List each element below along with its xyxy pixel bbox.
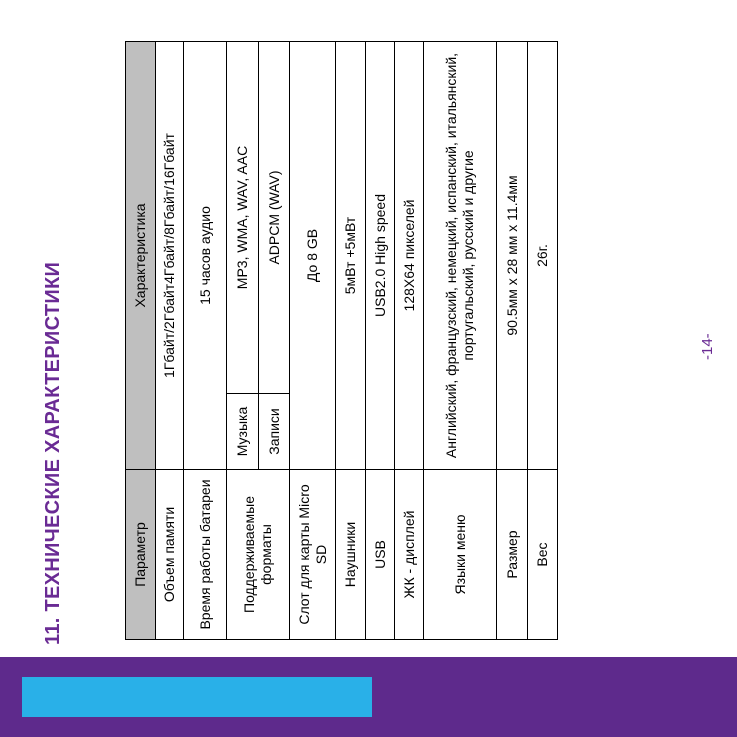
lcd-value: 128X64 пикселей — [395, 41, 424, 469]
table-row — [336, 41, 366, 639]
table-row — [290, 41, 336, 639]
footer-band — [0, 657, 737, 737]
weight-label: Вес — [528, 470, 558, 640]
page-number: -14- — [699, 333, 716, 360]
record-value: ADPCM (WAV) — [259, 41, 290, 393]
memory-label: Объем памяти — [156, 470, 184, 640]
battery-value: 15 часов аудио — [184, 41, 227, 469]
record-label: Записи — [259, 394, 290, 470]
table-row — [184, 41, 227, 639]
formats-label: Поддерживаемые форматы — [227, 470, 290, 640]
memory-value: 1Гбайт/2Гбайт4Гбайт/8Гбайт/16Гбайт — [156, 41, 184, 469]
size-label: Размер — [497, 470, 528, 640]
table-row — [395, 41, 424, 639]
table-row — [366, 41, 395, 639]
size-value: 90.5мм x 28 мм x 11.4мм — [497, 41, 528, 469]
spec-table — [125, 42, 557, 640]
lcd-label: ЖК - дисплей — [395, 470, 424, 640]
slot-label: Слот для карты Micro SD — [290, 470, 336, 640]
table-row — [497, 41, 528, 639]
table-row — [227, 41, 259, 639]
header-param: Параметр — [126, 470, 156, 640]
slot-value: До 8 GB — [290, 41, 336, 469]
headphones-value: 5мВт +5мВт — [336, 41, 366, 469]
table-row — [424, 41, 497, 639]
weight-value: 26г. — [528, 41, 558, 469]
table-row — [528, 41, 558, 639]
music-value: MP3, WMA, WAV, AAC — [227, 41, 259, 393]
music-label: Музыка — [227, 394, 259, 470]
usb-value: USB2.0 High speed — [366, 41, 395, 469]
languages-value: Английский, французский, немецкий, испанский, итальянский, португальский, русский и другие — [424, 41, 497, 469]
usb-label: USB — [366, 470, 395, 640]
languages-label: Языки меню — [424, 470, 497, 640]
headphones-label: Наушники — [336, 470, 366, 640]
battery-label: Время работы батареи — [184, 470, 227, 640]
table-header-row — [126, 41, 156, 639]
footer-accent-bar — [22, 677, 372, 717]
table-row — [156, 41, 184, 639]
page-title: 11. ТЕХНИЧЕСКИЕ ХАРАКТЕРИСТИКИ — [42, 261, 64, 645]
header-spec: Характеристика — [126, 41, 156, 469]
